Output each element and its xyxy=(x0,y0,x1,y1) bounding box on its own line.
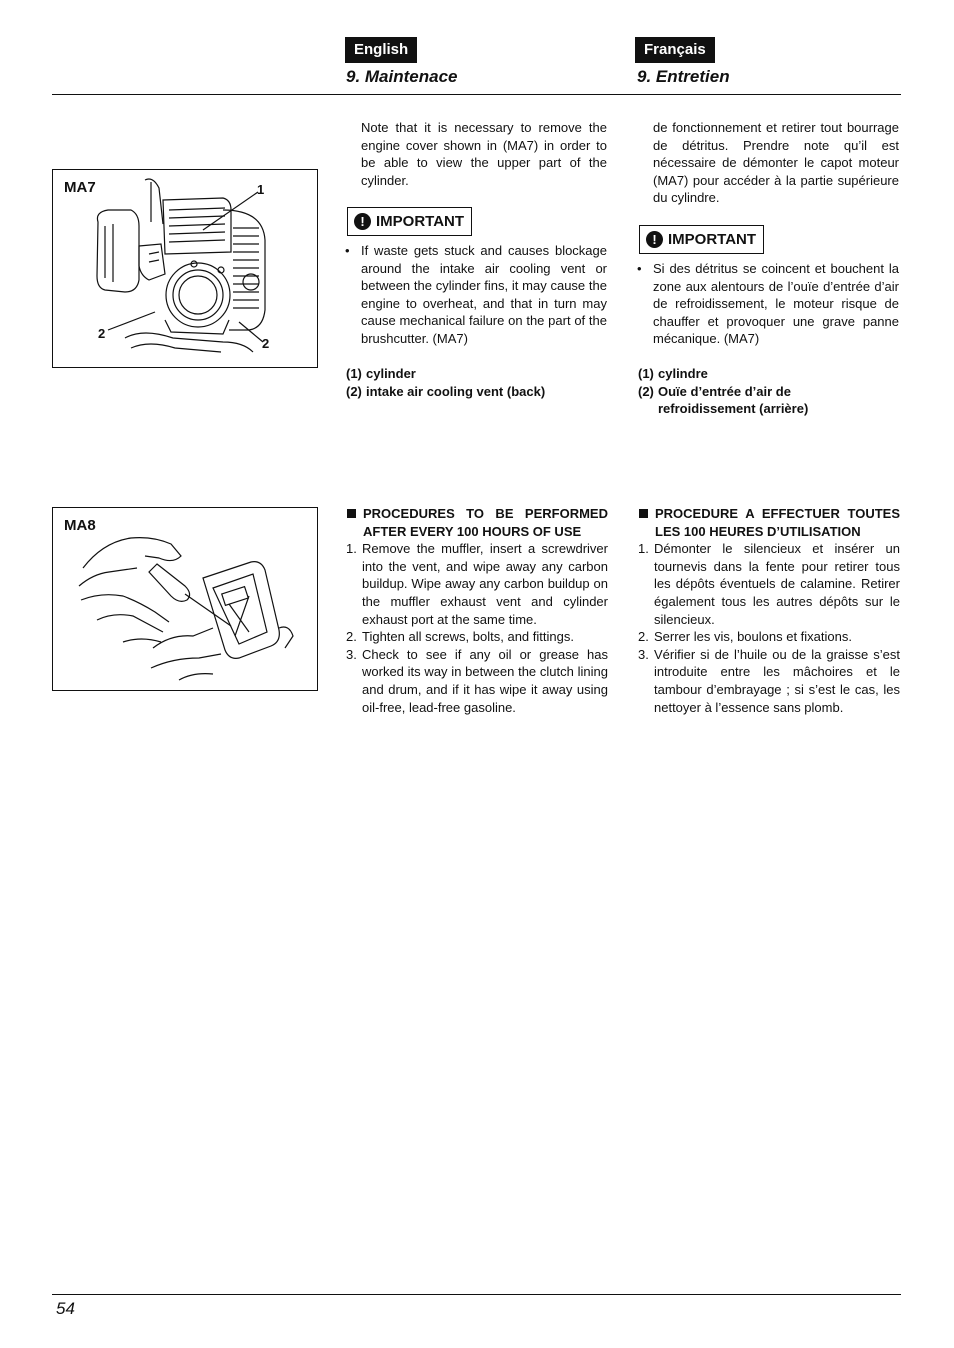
figure-ma8 xyxy=(52,507,318,691)
callout-2-right: 2 xyxy=(262,336,270,351)
english-important-text xyxy=(345,242,607,348)
part-item: (1) cylindre xyxy=(638,366,708,381)
important-box-english xyxy=(347,207,472,236)
header-rule xyxy=(52,94,901,95)
section-title-english: 9. Maintenace xyxy=(346,67,458,86)
callout-1-cylinder: 1 xyxy=(257,182,265,197)
french-parts-list xyxy=(638,365,900,418)
section-title-french: 9. Entretien xyxy=(637,67,730,86)
english-procedure-section xyxy=(346,505,608,716)
callout-2-left: 2 xyxy=(98,326,106,341)
muffler-cleaning-illustration xyxy=(53,508,317,690)
procedure-steps-french xyxy=(638,540,900,716)
important-label-english: IMPORTANT xyxy=(376,213,465,230)
english-intro-paragraph: Note that it is necessary to remove the engine cover shown in (MA7) in order to be able to view the upper part of the cylinder. xyxy=(361,120,607,188)
engine-illustration xyxy=(53,170,317,367)
part-item: (2) intake air cooling vent (back) xyxy=(346,383,546,399)
page-number: 54 xyxy=(56,1299,75,1318)
figure-label-ma8: MA8 xyxy=(64,517,96,534)
procedure-step: 3. Vérifier si de l’huile ou de la graisse s’est introduite entre les mâchoires et le tambour d’embrayage ; si s’est le cas, les nettoyer à l’essence sans plomb. xyxy=(638,646,900,715)
procedure-heading-french: PROCEDURE A EFFECTUER TOUTES LES 100 HEURES D’UTILISATION xyxy=(638,505,900,540)
procedure-step: 1. Démonter le silencieux et insérer un tournevis dans la fente pour retirer tous les dépôts éventuels de calamine. Retirer également tous les autres dépôts sur le silencieux. xyxy=(638,541,900,627)
french-important-text xyxy=(637,260,899,348)
language-tab-english: English xyxy=(345,37,417,63)
part-item: (2) Ouïe d’entrée d’air de refroidissement (arrière) xyxy=(638,383,809,417)
exclamation-icon: ! xyxy=(646,231,663,248)
french-procedure-section xyxy=(638,505,900,716)
important-label-french: IMPORTANT xyxy=(668,231,757,248)
exclamation-icon: ! xyxy=(354,213,371,230)
important-bullet-english: • If waste gets stuck and causes blockage around the intake air cooling vent or between the cylinder fins, it may cause the engine to overheat, and that in turn may cause mechanical failure on the part of the brushcutter. (MA7) xyxy=(345,242,607,348)
procedure-step: 1. Remove the muffler, insert a screwdriver into the vent, and wipe away any carbon buildup. Wipe away any carbon buildup on the muffler exhaust vent and cylinder exhaust port at the same time. xyxy=(346,541,608,627)
square-bullet-icon xyxy=(639,509,648,518)
procedure-steps-english xyxy=(346,540,608,716)
procedure-step: 2. Serrer les vis, boulons et fixations. xyxy=(638,629,852,645)
important-bullet-french: • Si des détritus se coincent et bouchent la zone aux alentours de l’ouïe d’entrée d’air de refroidissement, le moteur risque de chauffer et provoquer une grave panne mécanique. (MA7) xyxy=(637,260,899,348)
figure-label-ma7: MA7 xyxy=(64,179,96,196)
important-box-french xyxy=(639,225,764,254)
procedure-step: 2. Tighten all screws, bolts, and fittings. xyxy=(346,629,574,645)
square-bullet-icon xyxy=(347,509,356,518)
footer-rule xyxy=(52,1294,901,1295)
figure-ma7 xyxy=(52,169,318,368)
procedure-heading-english: PROCEDURES TO BE PERFORMED AFTER EVERY 100 HOURS OF USE xyxy=(346,505,608,540)
language-tab-french: Français xyxy=(635,37,715,63)
english-parts-list xyxy=(346,365,608,400)
part-item: (1) cylinder xyxy=(346,366,416,381)
procedure-step: 3. Check to see if any oil or grease has worked its way in between the clutch lining and drum, and if it has wipe it away using oil-free, lead-free gasoline. xyxy=(346,646,608,715)
french-intro-paragraph: de fonctionnement et retirer tout bourrage de détritus. Prendre note qu’il est nécessaire de démonter le capot moteur (MA7) pour accéder à la partie supérieure du cylindre. xyxy=(653,120,899,206)
